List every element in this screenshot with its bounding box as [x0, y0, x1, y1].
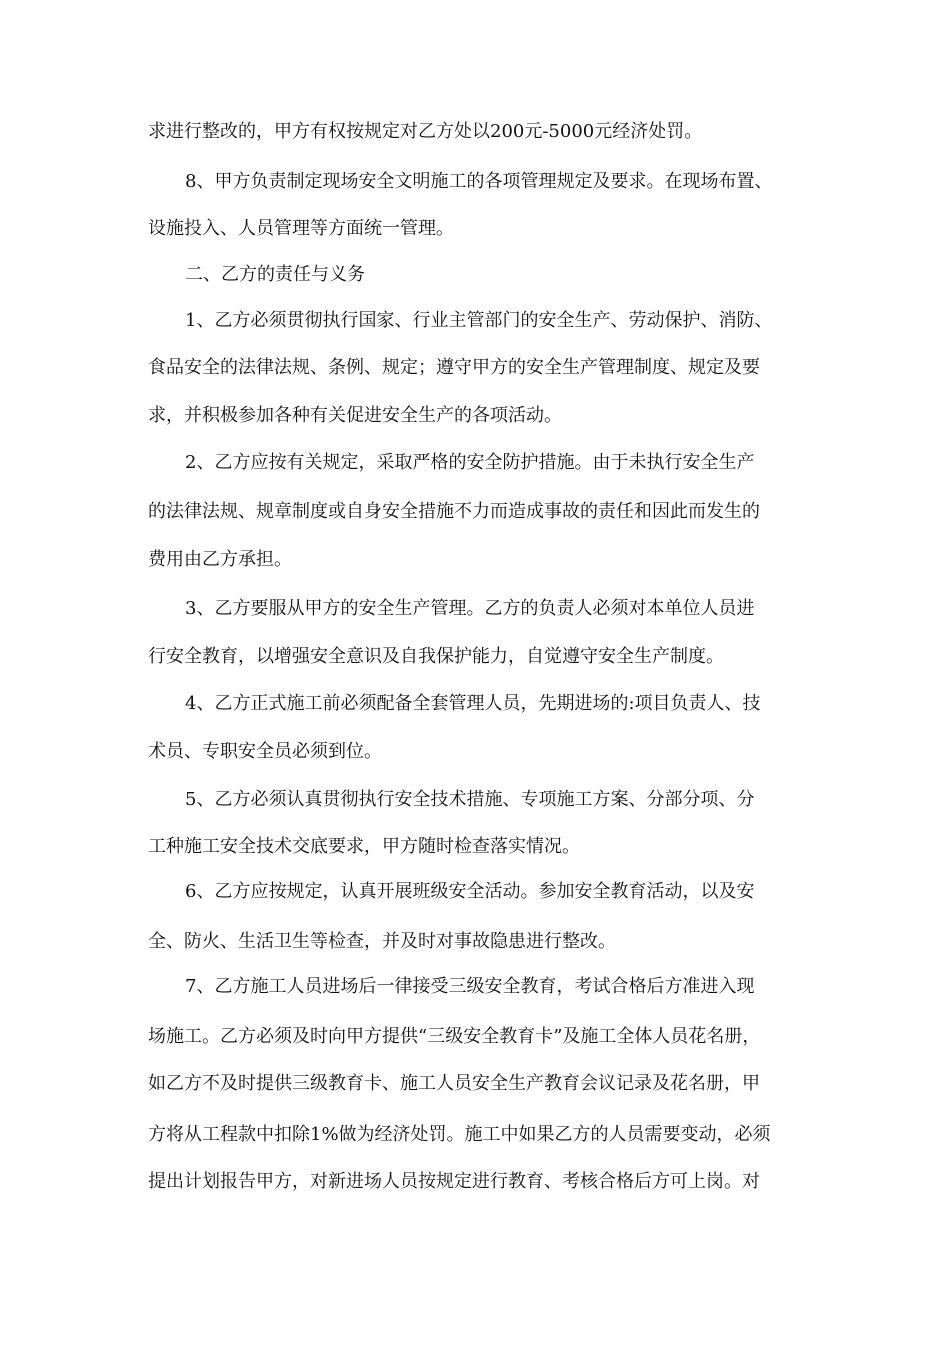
text-line: 6、乙方应按规定，认真开展班级安全活动。参加安全教育活动，以及安 — [185, 881, 755, 902]
text-line: 的法律法规、规章制度或自身安全措施不力而造成事故的责任和因此而发生的 — [148, 501, 760, 522]
text-line: 食品安全的法律法规、条例、规定；遵守甲方的安全生产管理制度、规定及要 — [148, 357, 760, 378]
text-line: 工种施工安全技术交底要求，甲方随时检查落实情况。 — [148, 836, 580, 857]
text-line: 提出计划报告甲方，对新进场人员按规定进行教育、考核合格后方可上岗。对 — [148, 1171, 760, 1192]
text-line: 全、防火、生活卫生等检查，并及时对事故隐患进行整改。 — [148, 931, 616, 952]
text-line: 5、乙方必须认真贯彻执行安全技术措施、专项施工方案、分部分项、分 — [185, 789, 755, 810]
text-line: 方将从工程款中扣除1%做为经济处罚。施工中如果乙方的人员需要变动，必须 — [148, 1124, 771, 1145]
text-line: 术员、专职安全员必须到位。 — [148, 741, 382, 762]
text-line: 费用由乙方承担。 — [148, 549, 292, 570]
text-line: 3、乙方要服从甲方的安全生产管理。乙方的负责人必须对本单位人员进 — [185, 598, 755, 619]
text-line: 设施投入、人员管理等方面统一管理。 — [148, 218, 454, 239]
text-line: 4、乙方正式施工前必须配备全套管理人员，先期进场的:项目负责人、技 — [185, 693, 761, 714]
text-line: 求，并积极参加各种有关促进安全生产的各项活动。 — [148, 405, 562, 426]
text-line: 8、甲方负责制定现场安全文明施工的各项管理规定及要求。在现场布置、 — [185, 171, 773, 192]
section-heading: 二、乙方的责任与义务 — [185, 264, 365, 285]
text-line: 7、乙方施工人员进场后一律接受三级安全教育，考试合格后方准进入现 — [185, 976, 755, 997]
text-line: 1、乙方必须贯彻执行国家、行业主管部门的安全生产、劳动保护、消防、 — [185, 310, 773, 331]
text-line: 场施工。乙方必须及时向甲方提供“三级安全教育卡”及施工全体人员花名册， — [148, 1026, 761, 1047]
text-line: 2、乙方应按有关规定，采取严格的安全防护措施。由于未执行安全生产 — [185, 452, 755, 473]
text-line: 行安全教育，以增强安全意识及自我保护能力，自觉遵守安全生产制度。 — [148, 646, 724, 667]
text-line: 如乙方不及时提供三级教育卡、施工人员安全生产教育会议记录及花名册，甲 — [148, 1073, 760, 1094]
text-line: 求进行整改的，甲方有权按规定对乙方处以200元-5000元经济处罚。 — [148, 121, 703, 142]
